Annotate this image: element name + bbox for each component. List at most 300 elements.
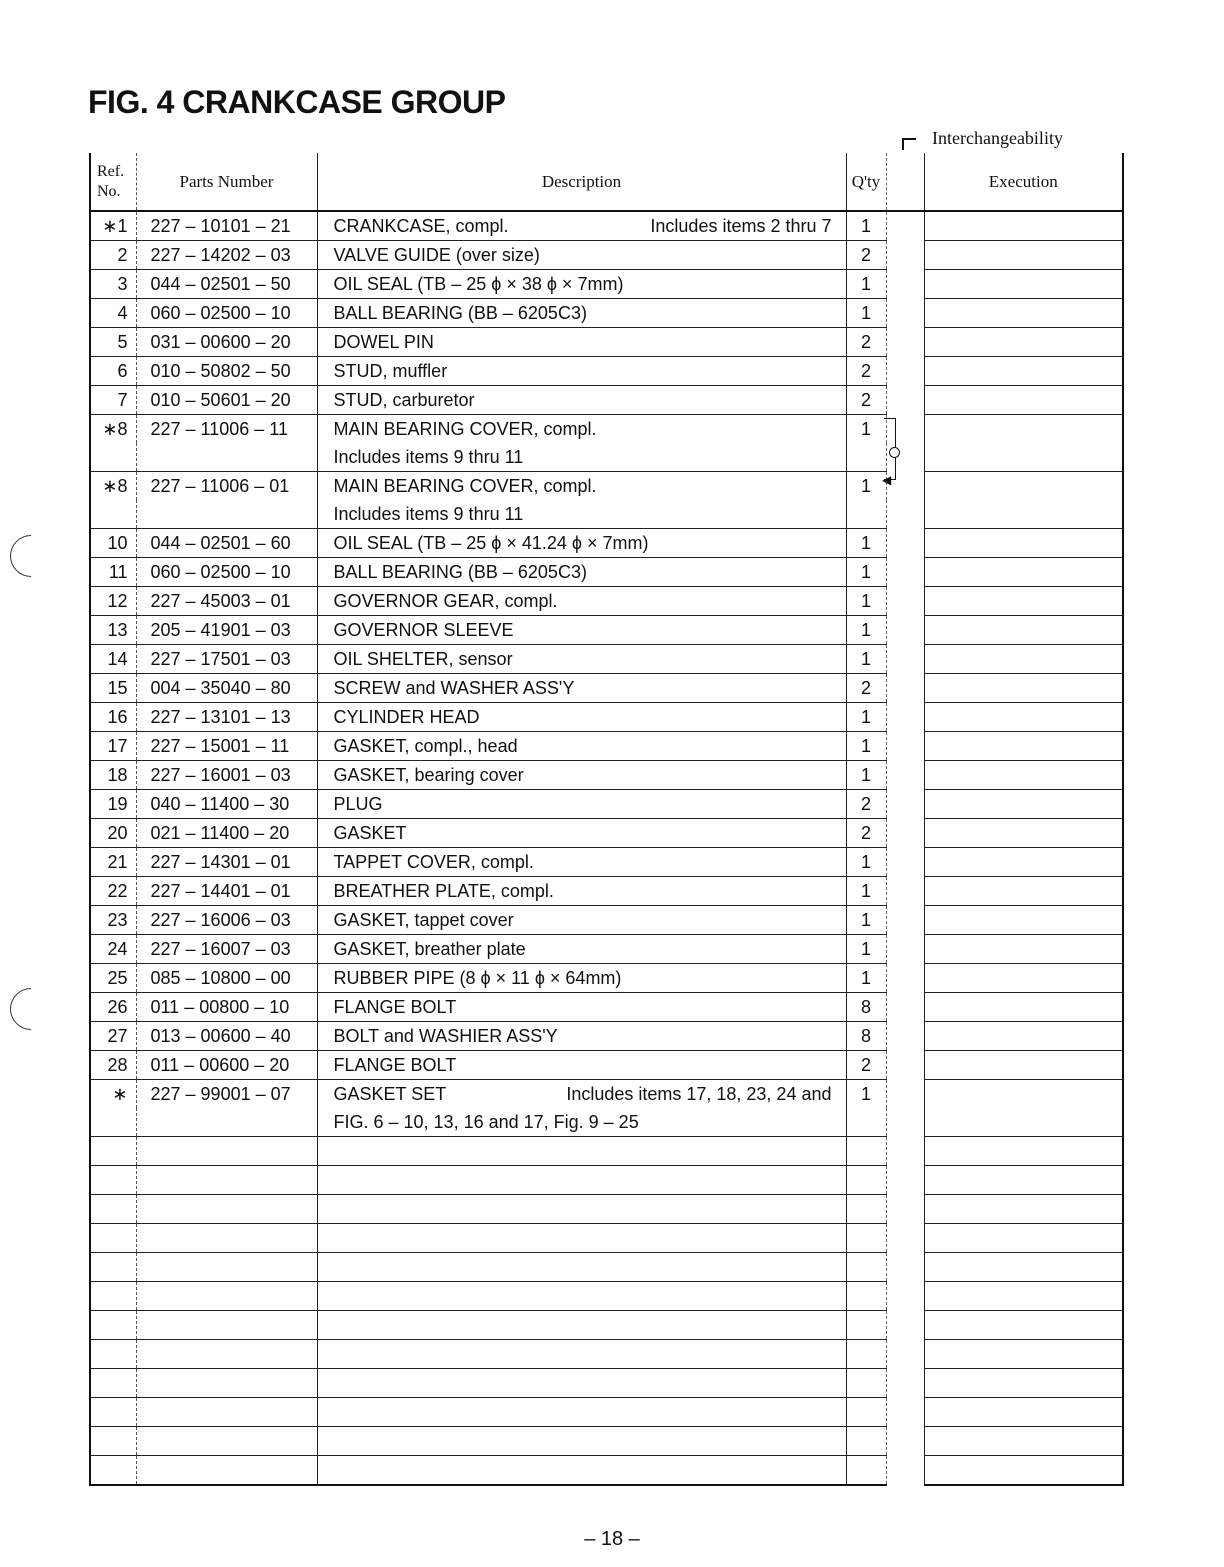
- qty-cell: 8: [846, 1022, 886, 1051]
- ref-no-cell: ∗8: [90, 472, 136, 501]
- qty-cell: 1: [846, 703, 886, 732]
- parts-number-cell: 010 – 50802 – 50: [136, 357, 317, 386]
- empty-cell: [846, 1195, 886, 1224]
- description-cell: [317, 587, 846, 616]
- binder-hole-mark-icon: [1, 979, 60, 1038]
- ref-no-cell: 5: [90, 328, 136, 357]
- table-row: [90, 299, 1123, 328]
- qty-cell: 1: [846, 529, 886, 558]
- empty-cell: [846, 1398, 886, 1427]
- empty-cell: [886, 1340, 924, 1369]
- parts-number-cell: 044 – 02501 – 50: [136, 270, 317, 299]
- parts-number-cell: 010 – 50601 – 20: [136, 386, 317, 415]
- execution-cell: [924, 906, 1123, 935]
- interchangeability-cell: [886, 558, 924, 587]
- description-text: BREATHER PLATE, compl.: [333, 880, 554, 901]
- interchangeability-cell: [886, 993, 924, 1022]
- table-row: [90, 906, 1123, 935]
- empty-table-row: [90, 1398, 1123, 1427]
- table-row: [90, 616, 1123, 645]
- description-cell: [317, 1108, 846, 1137]
- qty-cell: 2: [846, 790, 886, 819]
- empty-cell: [886, 1456, 924, 1486]
- empty-cell: [924, 1311, 1123, 1340]
- description-cell: [317, 935, 846, 964]
- parts-number-cell: 011 – 00800 – 10: [136, 993, 317, 1022]
- qty-cell: 2: [846, 1051, 886, 1080]
- interchangeability-cell: [886, 732, 924, 761]
- description-text: MAIN BEARING COVER, compl.: [333, 475, 597, 496]
- parts-number-cell: 085 – 10800 – 00: [136, 964, 317, 993]
- empty-cell: [317, 1137, 846, 1166]
- qty-cell: 1: [846, 587, 886, 616]
- table-row: [90, 964, 1123, 993]
- parts-number-cell: 227 – 14202 – 03: [136, 241, 317, 270]
- description-cell: [317, 761, 846, 790]
- table-row: [90, 529, 1123, 558]
- ref-no-cell: 18: [90, 761, 136, 790]
- parts-number-cell: 227 – 16007 – 03: [136, 935, 317, 964]
- table-row: [90, 1080, 1123, 1109]
- description-cell: [317, 558, 846, 587]
- table-row: [90, 386, 1123, 415]
- description-text: RUBBER PIPE (8 ϕ × 11 ϕ × 64mm): [333, 967, 622, 988]
- interchangeability-cell: [886, 241, 924, 270]
- table-body: [90, 211, 1123, 1485]
- table-row: [90, 558, 1123, 587]
- table-row: [90, 443, 1123, 472]
- interchangeability-cell: [886, 211, 924, 241]
- parts-table: [89, 153, 1124, 1486]
- execution-cell: [924, 357, 1123, 386]
- description-text: TAPPET COVER, compl.: [333, 851, 534, 872]
- empty-table-row: [90, 1195, 1123, 1224]
- ref-no-cell: 10: [90, 529, 136, 558]
- qty-cell: 2: [846, 819, 886, 848]
- execution-cell: [924, 703, 1123, 732]
- parts-number-cell: 227 – 45003 – 01: [136, 587, 317, 616]
- execution-cell: [924, 500, 1123, 529]
- ref-no-cell: 15: [90, 674, 136, 703]
- empty-cell: [886, 1311, 924, 1340]
- description-text: Includes items 9 thru 11: [333, 503, 524, 524]
- parts-number-cell: 227 – 17501 – 03: [136, 645, 317, 674]
- empty-cell: [886, 1137, 924, 1166]
- empty-cell: [90, 1195, 136, 1224]
- ref-no-cell: ∗8: [90, 415, 136, 444]
- parts-number-cell: 227 – 16001 – 03: [136, 761, 317, 790]
- ref-no-cell: 28: [90, 1051, 136, 1080]
- interchangeability-cell: [886, 703, 924, 732]
- ref-no-cell: 4: [90, 299, 136, 328]
- empty-table-row: [90, 1137, 1123, 1166]
- description-cell: [317, 299, 846, 328]
- empty-cell: [136, 1427, 317, 1456]
- execution-cell: [924, 328, 1123, 357]
- col-qty: Q'ty: [846, 153, 886, 211]
- table-row: [90, 935, 1123, 964]
- execution-cell: [924, 1080, 1123, 1109]
- parts-number-cell: 011 – 00600 – 20: [136, 1051, 317, 1080]
- ref-no-cell: 14: [90, 645, 136, 674]
- interchangeability-cell: [886, 1080, 924, 1109]
- description-cell: [317, 500, 846, 529]
- interchangeability-cell: [886, 587, 924, 616]
- interchangeability-cell: [886, 964, 924, 993]
- description-text: CYLINDER HEAD: [333, 706, 480, 727]
- empty-cell: [90, 1398, 136, 1427]
- parts-number-cell: 227 – 10101 – 21: [136, 211, 317, 241]
- execution-cell: [924, 529, 1123, 558]
- description-cell: [317, 674, 846, 703]
- interchangeability-cell: [886, 357, 924, 386]
- table-row: [90, 993, 1123, 1022]
- table-row: [90, 790, 1123, 819]
- qty-cell: [846, 500, 886, 529]
- description-text: MAIN BEARING COVER, compl.: [333, 418, 597, 439]
- description-cell: [317, 877, 846, 906]
- parts-number-cell: 004 – 35040 – 80: [136, 674, 317, 703]
- interchangeability-cell: [886, 1022, 924, 1051]
- empty-cell: [317, 1340, 846, 1369]
- description-cell: [317, 703, 846, 732]
- description-cell: [317, 993, 846, 1022]
- ref-no-cell: 26: [90, 993, 136, 1022]
- empty-table-row: [90, 1224, 1123, 1253]
- table-row: [90, 241, 1123, 270]
- interchangeability-cell: [886, 270, 924, 299]
- table-row: [90, 587, 1123, 616]
- empty-cell: [924, 1137, 1123, 1166]
- empty-cell: [90, 1369, 136, 1398]
- empty-cell: [317, 1456, 846, 1486]
- empty-cell: [90, 1166, 136, 1195]
- execution-cell: [924, 674, 1123, 703]
- description-text: PLUG: [333, 793, 383, 814]
- empty-cell: [317, 1398, 846, 1427]
- empty-cell: [136, 1195, 317, 1224]
- description-text: OIL SEAL (TB – 25 ϕ × 41.24 ϕ × 7mm): [333, 532, 649, 553]
- execution-cell: [924, 558, 1123, 587]
- ref-no-cell: 24: [90, 935, 136, 964]
- empty-cell: [317, 1427, 846, 1456]
- empty-cell: [846, 1253, 886, 1282]
- qty-cell: 1: [846, 616, 886, 645]
- empty-cell: [317, 1311, 846, 1340]
- execution-cell: [924, 1108, 1123, 1137]
- interchangeability-cell: [886, 790, 924, 819]
- description-text: GASKET, breather plate: [333, 938, 526, 959]
- description-text: FLANGE BOLT: [333, 996, 457, 1017]
- empty-cell: [90, 1311, 136, 1340]
- interchangeability-arrow-icon: [898, 134, 920, 152]
- interchangeability-cell: [886, 328, 924, 357]
- empty-cell: [924, 1427, 1123, 1456]
- empty-cell: [136, 1398, 317, 1427]
- interchangeability-cell: [886, 935, 924, 964]
- empty-cell: [846, 1282, 886, 1311]
- description-text: BALL BEARING (BB – 6205C3): [333, 302, 587, 323]
- empty-table-row: [90, 1456, 1123, 1486]
- description-cell: [317, 1080, 846, 1109]
- empty-table-row: [90, 1427, 1123, 1456]
- parts-number-cell: 227 – 99001 – 07: [136, 1080, 317, 1109]
- table-row: [90, 1022, 1123, 1051]
- interchangeability-cell: [886, 761, 924, 790]
- ref-no-cell: ∗1: [90, 211, 136, 241]
- empty-cell: [846, 1456, 886, 1486]
- empty-cell: [136, 1137, 317, 1166]
- description-cell: [317, 443, 846, 472]
- execution-cell: [924, 848, 1123, 877]
- empty-cell: [846, 1224, 886, 1253]
- ref-no-cell: 23: [90, 906, 136, 935]
- empty-cell: [317, 1369, 846, 1398]
- empty-cell: [886, 1427, 924, 1456]
- col-description: Description: [317, 153, 846, 211]
- execution-cell: [924, 616, 1123, 645]
- description-cell: [317, 732, 846, 761]
- ref-no-cell: 27: [90, 1022, 136, 1051]
- description-cell: [317, 415, 846, 444]
- empty-cell: [886, 1398, 924, 1427]
- parts-number-cell: 031 – 00600 – 20: [136, 328, 317, 357]
- ref-no-cell: [90, 443, 136, 472]
- execution-cell: [924, 877, 1123, 906]
- ref-no-cell: 19: [90, 790, 136, 819]
- qty-cell: 1: [846, 732, 886, 761]
- qty-cell: 1: [846, 299, 886, 328]
- parts-number-cell: 227 – 11006 – 11: [136, 415, 317, 444]
- interchangeability-cell: [886, 877, 924, 906]
- interchangeability-cell: [886, 848, 924, 877]
- description-text: OIL SEAL (TB – 25 ϕ × 38 ϕ × 7mm): [333, 273, 624, 294]
- table-row: [90, 357, 1123, 386]
- empty-cell: [924, 1282, 1123, 1311]
- parts-number-cell: 227 – 11006 – 01: [136, 472, 317, 501]
- table-row: [90, 1108, 1123, 1137]
- empty-cell: [886, 1195, 924, 1224]
- empty-cell: [846, 1166, 886, 1195]
- qty-cell: 1: [846, 1080, 886, 1109]
- ref-no-cell: [90, 500, 136, 529]
- execution-cell: [924, 211, 1123, 241]
- page-number: – 18 –: [584, 1528, 640, 1550]
- ref-no-cell: 7: [90, 386, 136, 415]
- parts-number-cell: 227 – 15001 – 11: [136, 732, 317, 761]
- ref-no-cell: 12: [90, 587, 136, 616]
- description-note: Includes items 2 thru 7: [650, 215, 832, 236]
- parts-number-cell: 227 – 16006 – 03: [136, 906, 317, 935]
- description-text: FIG. 6 – 10, 13, 16 and 17, Fig. 9 – 25: [333, 1111, 639, 1132]
- description-text: VALVE GUIDE (over size): [333, 244, 540, 265]
- empty-cell: [90, 1282, 136, 1311]
- description-text: FLANGE BOLT: [333, 1054, 457, 1075]
- qty-cell: 1: [846, 558, 886, 587]
- empty-cell: [924, 1166, 1123, 1195]
- execution-cell: [924, 386, 1123, 415]
- description-cell: [317, 819, 846, 848]
- empty-cell: [136, 1369, 317, 1398]
- execution-cell: [924, 993, 1123, 1022]
- parts-number-cell: 227 – 13101 – 13: [136, 703, 317, 732]
- execution-cell: [924, 645, 1123, 674]
- qty-cell: 1: [846, 935, 886, 964]
- parts-number-cell: 021 – 11400 – 20: [136, 819, 317, 848]
- interchangeability-cell: [886, 819, 924, 848]
- empty-cell: [886, 1224, 924, 1253]
- description-cell: [317, 848, 846, 877]
- parts-number-cell: 227 – 14301 – 01: [136, 848, 317, 877]
- parts-number-cell: [136, 500, 317, 529]
- empty-cell: [886, 1253, 924, 1282]
- interchangeability-cell: [886, 529, 924, 558]
- description-text: Includes items 9 thru 11: [333, 446, 524, 467]
- execution-cell: [924, 299, 1123, 328]
- parts-number-cell: 040 – 11400 – 30: [136, 790, 317, 819]
- description-cell: [317, 241, 846, 270]
- binder-hole-mark-icon: [1, 526, 60, 585]
- description-text: GASKET, bearing cover: [333, 764, 524, 785]
- parts-number-cell: 227 – 14401 – 01: [136, 877, 317, 906]
- empty-cell: [886, 1166, 924, 1195]
- description-note: Includes items 17, 18, 23, 24 and: [566, 1083, 832, 1104]
- empty-cell: [846, 1369, 886, 1398]
- parts-number-cell: [136, 443, 317, 472]
- qty-cell: 1: [846, 906, 886, 935]
- empty-cell: [90, 1456, 136, 1486]
- qty-cell: 8: [846, 993, 886, 1022]
- description-text: DOWEL PIN: [333, 331, 434, 352]
- empty-cell: [846, 1311, 886, 1340]
- execution-cell: [924, 732, 1123, 761]
- execution-cell: [924, 819, 1123, 848]
- execution-cell: [924, 761, 1123, 790]
- empty-cell: [924, 1456, 1123, 1486]
- description-text: GOVERNOR SLEEVE: [333, 619, 514, 640]
- ref-no-cell: 17: [90, 732, 136, 761]
- page-title: FIG. 4 CRANKCASE GROUP: [88, 84, 506, 120]
- description-text: GASKET, compl., head: [333, 735, 518, 756]
- description-cell: [317, 386, 846, 415]
- interchangeability-cell: [886, 386, 924, 415]
- qty-cell: 1: [846, 211, 886, 241]
- execution-cell: [924, 270, 1123, 299]
- empty-cell: [924, 1224, 1123, 1253]
- qty-cell: 1: [846, 848, 886, 877]
- table-row: [90, 500, 1123, 529]
- empty-cell: [136, 1311, 317, 1340]
- ref-no-cell: 11: [90, 558, 136, 587]
- description-cell: [317, 472, 846, 501]
- ref-no-cell: 16: [90, 703, 136, 732]
- empty-cell: [136, 1253, 317, 1282]
- description-cell: [317, 1051, 846, 1080]
- empty-cell: [846, 1427, 886, 1456]
- description-text: GASKET, tappet cover: [333, 909, 514, 930]
- table-row: [90, 472, 1123, 501]
- interchangeability-cell: [886, 1108, 924, 1137]
- empty-cell: [90, 1224, 136, 1253]
- empty-cell: [317, 1195, 846, 1224]
- empty-cell: [886, 1369, 924, 1398]
- empty-cell: [317, 1224, 846, 1253]
- execution-cell: [924, 964, 1123, 993]
- qty-cell: 1: [846, 964, 886, 993]
- qty-cell: 2: [846, 386, 886, 415]
- empty-cell: [90, 1137, 136, 1166]
- interchangeability-cell: [886, 299, 924, 328]
- parts-number-cell: 044 – 02501 – 60: [136, 529, 317, 558]
- empty-cell: [317, 1166, 846, 1195]
- description-cell: [317, 211, 846, 241]
- col-parts-number: Parts Number: [136, 153, 317, 211]
- empty-cell: [924, 1369, 1123, 1398]
- ref-no-cell: [90, 1108, 136, 1137]
- interchangeability-cell: [886, 645, 924, 674]
- empty-table-row: [90, 1282, 1123, 1311]
- table-row: [90, 211, 1123, 241]
- description-cell: [317, 790, 846, 819]
- interchange-bracket-icon: ◀: [884, 418, 914, 488]
- interchangeability-cell: [886, 674, 924, 703]
- description-text: GASKET SET: [333, 1083, 447, 1104]
- empty-cell: [924, 1340, 1123, 1369]
- qty-cell: [846, 1108, 886, 1137]
- table-row: [90, 732, 1123, 761]
- col-execution: Execution: [924, 153, 1123, 211]
- empty-cell: [90, 1253, 136, 1282]
- empty-cell: [136, 1340, 317, 1369]
- col-interchangeability: [886, 153, 924, 211]
- qty-cell: 2: [846, 241, 886, 270]
- description-text: STUD, muffler: [333, 360, 448, 381]
- table-row: [90, 819, 1123, 848]
- description-cell: [317, 645, 846, 674]
- ref-no-cell: 21: [90, 848, 136, 877]
- description-cell: [317, 1022, 846, 1051]
- ref-no-cell: 2: [90, 241, 136, 270]
- parts-number-cell: 205 – 41901 – 03: [136, 616, 317, 645]
- table-row: [90, 674, 1123, 703]
- empty-table-row: [90, 1253, 1123, 1282]
- table-row: [90, 270, 1123, 299]
- empty-cell: [90, 1340, 136, 1369]
- execution-cell: [924, 1022, 1123, 1051]
- qty-cell: 2: [846, 674, 886, 703]
- qty-cell: 1: [846, 645, 886, 674]
- description-text: BALL BEARING (BB – 6205C3): [333, 561, 587, 582]
- description-text: CRANKCASE, compl.: [333, 215, 509, 236]
- ref-no-cell: 25: [90, 964, 136, 993]
- execution-cell: [924, 443, 1123, 472]
- empty-table-row: [90, 1311, 1123, 1340]
- qty-cell: 1: [846, 761, 886, 790]
- qty-cell: 1: [846, 877, 886, 906]
- table-row: [90, 761, 1123, 790]
- empty-cell: [924, 1398, 1123, 1427]
- empty-cell: [317, 1282, 846, 1311]
- description-cell: [317, 616, 846, 645]
- parts-number-cell: 060 – 02500 – 10: [136, 558, 317, 587]
- table-row: [90, 703, 1123, 732]
- ref-no-cell: 13: [90, 616, 136, 645]
- parts-number-cell: 013 – 00600 – 40: [136, 1022, 317, 1051]
- interchangeability-label: Interchangeability: [932, 128, 1063, 148]
- execution-cell: [924, 587, 1123, 616]
- empty-table-row: [90, 1166, 1123, 1195]
- empty-cell: [90, 1427, 136, 1456]
